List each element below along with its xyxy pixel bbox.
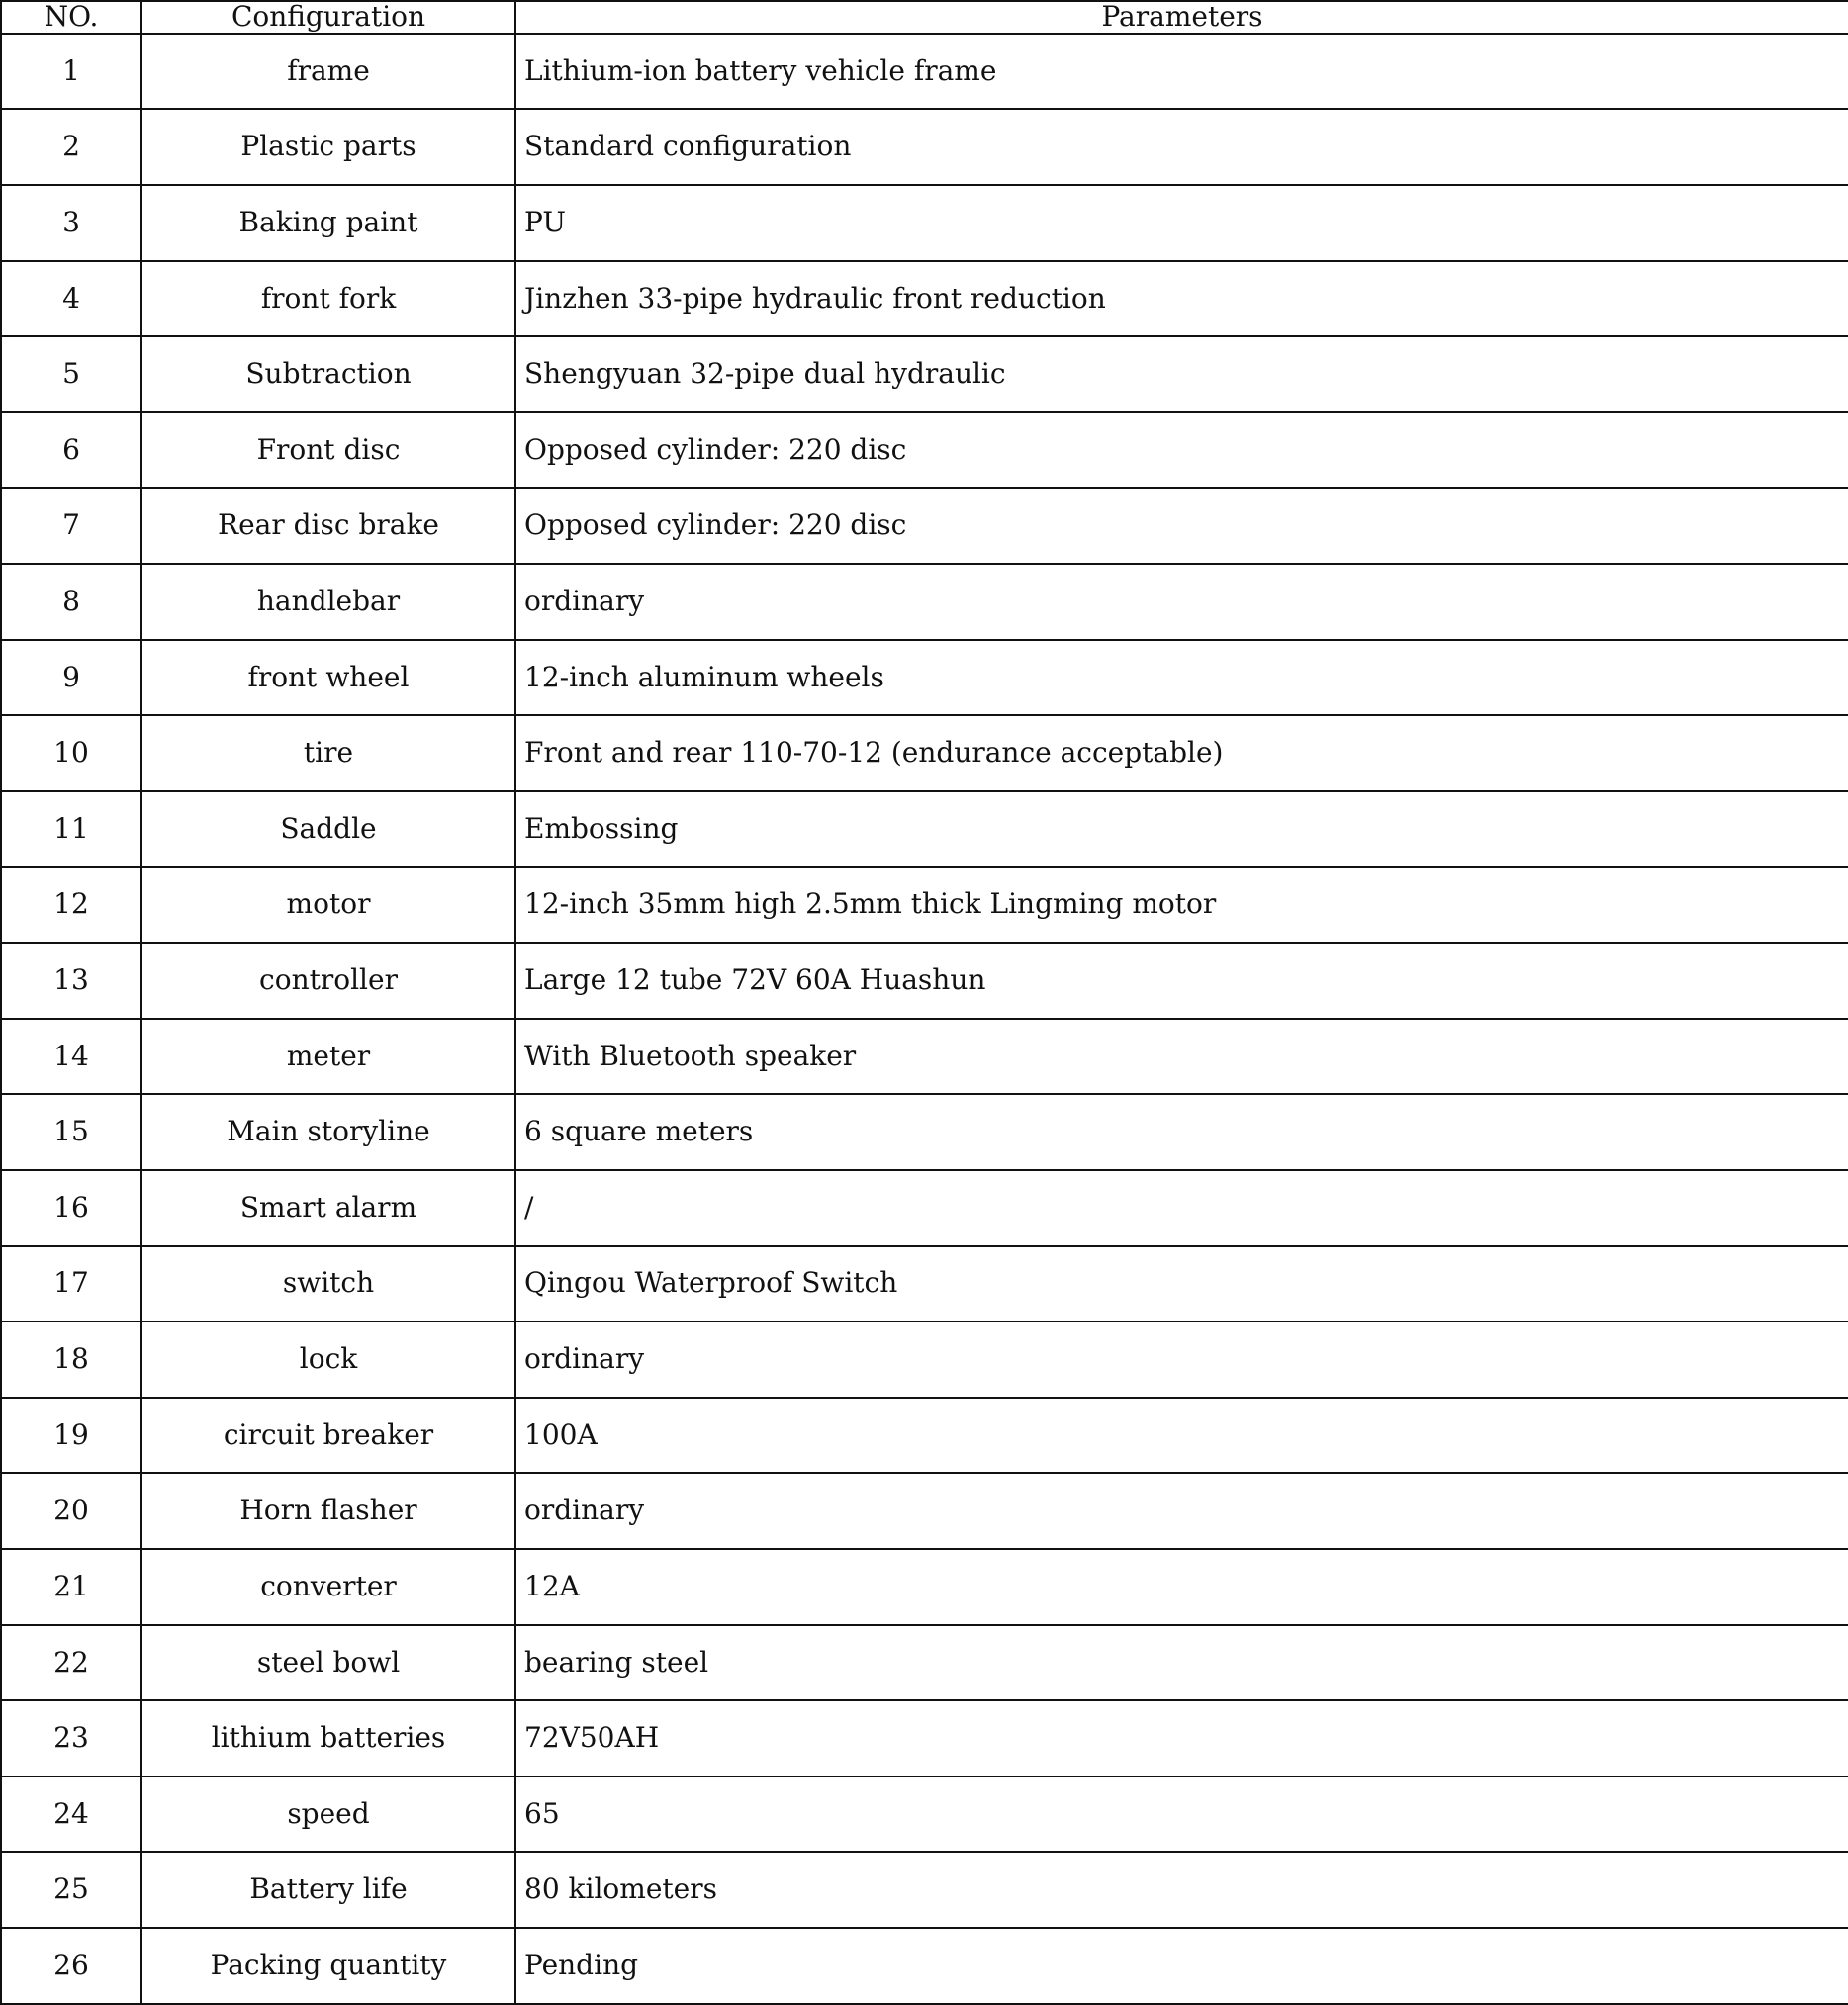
table-row [1, 336, 1848, 412]
table-row [1, 791, 1848, 867]
table-row [1, 640, 1848, 716]
cell-no: 25 [1, 1852, 141, 1928]
cell-parameters: Standard configuration [515, 109, 1848, 185]
cell-configuration: speed [141, 1777, 515, 1853]
cell-parameters: 12A [515, 1549, 1848, 1625]
cell-no: 2 [1, 109, 141, 185]
cell-no: 7 [1, 488, 141, 564]
header-parameters: Parameters [515, 1, 1848, 34]
table-row [1, 1852, 1848, 1928]
cell-configuration: tire [141, 715, 515, 791]
table-row [1, 261, 1848, 337]
cell-parameters: / [515, 1170, 1848, 1246]
cell-no: 14 [1, 1019, 141, 1095]
table-row [1, 412, 1848, 489]
cell-configuration: handlebar [141, 564, 515, 640]
cell-configuration: front wheel [141, 640, 515, 716]
table-row [1, 1777, 1848, 1853]
cell-parameters: 80 kilometers [515, 1852, 1848, 1928]
cell-parameters: Qingou Waterproof Switch [515, 1246, 1848, 1322]
cell-configuration: controller [141, 943, 515, 1019]
cell-parameters: Lithium-ion battery vehicle frame [515, 34, 1848, 110]
table-row [1, 1094, 1848, 1170]
table-row [1, 1928, 1848, 2004]
cell-no: 23 [1, 1700, 141, 1777]
cell-no: 6 [1, 412, 141, 489]
cell-configuration: Front disc [141, 412, 515, 489]
table-header [1, 1, 1848, 34]
cell-no: 21 [1, 1549, 141, 1625]
cell-configuration: switch [141, 1246, 515, 1322]
cell-no: 13 [1, 943, 141, 1019]
cell-parameters: ordinary [515, 1321, 1848, 1398]
cell-no: 16 [1, 1170, 141, 1246]
cell-parameters: 65 [515, 1777, 1848, 1853]
cell-no: 5 [1, 336, 141, 412]
cell-parameters: Shengyuan 32-pipe dual hydraulic [515, 336, 1848, 412]
table-row [1, 867, 1848, 944]
cell-parameters: bearing steel [515, 1625, 1848, 1701]
cell-configuration: circuit breaker [141, 1398, 515, 1474]
cell-no: 17 [1, 1246, 141, 1322]
cell-configuration: Packing quantity [141, 1928, 515, 2004]
cell-parameters: Large 12 tube 72V 60A Huashun [515, 943, 1848, 1019]
cell-configuration: Smart alarm [141, 1170, 515, 1246]
cell-configuration: converter [141, 1549, 515, 1625]
cell-configuration: Main storyline [141, 1094, 515, 1170]
cell-configuration: meter [141, 1019, 515, 1095]
cell-parameters: Opposed cylinder: 220 disc [515, 488, 1848, 564]
table-row [1, 715, 1848, 791]
table-row [1, 1398, 1848, 1474]
cell-configuration: Plastic parts [141, 109, 515, 185]
cell-configuration: Horn flasher [141, 1473, 515, 1549]
table-row [1, 488, 1848, 564]
header-no: NO. [1, 1, 141, 34]
header-configuration: Configuration [141, 1, 515, 34]
table-row [1, 1246, 1848, 1322]
cell-no: 15 [1, 1094, 141, 1170]
cell-no: 18 [1, 1321, 141, 1398]
cell-parameters: ordinary [515, 564, 1848, 640]
cell-parameters: Front and rear 110-70-12 (endurance acceptable) [515, 715, 1848, 791]
cell-configuration: Saddle [141, 791, 515, 867]
cell-no: 19 [1, 1398, 141, 1474]
cell-no: 1 [1, 34, 141, 110]
cell-no: 9 [1, 640, 141, 716]
table-row [1, 1700, 1848, 1777]
table-row [1, 1321, 1848, 1398]
table-row [1, 1473, 1848, 1549]
cell-no: 26 [1, 1928, 141, 2004]
cell-parameters: Jinzhen 33-pipe hydraulic front reduction [515, 261, 1848, 337]
cell-configuration: steel bowl [141, 1625, 515, 1701]
cell-configuration: motor [141, 867, 515, 944]
cell-no: 4 [1, 261, 141, 337]
cell-no: 22 [1, 1625, 141, 1701]
cell-no: 8 [1, 564, 141, 640]
table-row [1, 185, 1848, 261]
cell-configuration: lock [141, 1321, 515, 1398]
cell-parameters: Opposed cylinder: 220 disc [515, 412, 1848, 489]
cell-configuration: frame [141, 34, 515, 110]
cell-parameters: 12-inch 35mm high 2.5mm thick Lingming motor [515, 867, 1848, 944]
cell-no: 10 [1, 715, 141, 791]
cell-no: 12 [1, 867, 141, 944]
cell-parameters: 72V50AH [515, 1700, 1848, 1777]
cell-parameters: 100A [515, 1398, 1848, 1474]
cell-no: 20 [1, 1473, 141, 1549]
table-row [1, 1170, 1848, 1246]
table-row [1, 1019, 1848, 1095]
table-body [1, 34, 1848, 2004]
table-row [1, 943, 1848, 1019]
table-row [1, 1549, 1848, 1625]
cell-parameters: PU [515, 185, 1848, 261]
table-row [1, 109, 1848, 185]
cell-parameters: Pending [515, 1928, 1848, 2004]
cell-parameters: With Bluetooth speaker [515, 1019, 1848, 1095]
cell-configuration: Baking paint [141, 185, 515, 261]
cell-parameters: 12-inch aluminum wheels [515, 640, 1848, 716]
cell-configuration: Battery life [141, 1852, 515, 1928]
table-row [1, 1625, 1848, 1701]
cell-parameters: Embossing [515, 791, 1848, 867]
cell-no: 24 [1, 1777, 141, 1853]
table-row [1, 34, 1848, 110]
cell-configuration: front fork [141, 261, 515, 337]
cell-parameters: ordinary [515, 1473, 1848, 1549]
cell-parameters: 6 square meters [515, 1094, 1848, 1170]
cell-no: 3 [1, 185, 141, 261]
cell-no: 11 [1, 791, 141, 867]
header-row [1, 1, 1848, 34]
table-row [1, 564, 1848, 640]
cell-configuration: lithium batteries [141, 1700, 515, 1777]
cell-configuration: Rear disc brake [141, 488, 515, 564]
cell-configuration: Subtraction [141, 336, 515, 412]
